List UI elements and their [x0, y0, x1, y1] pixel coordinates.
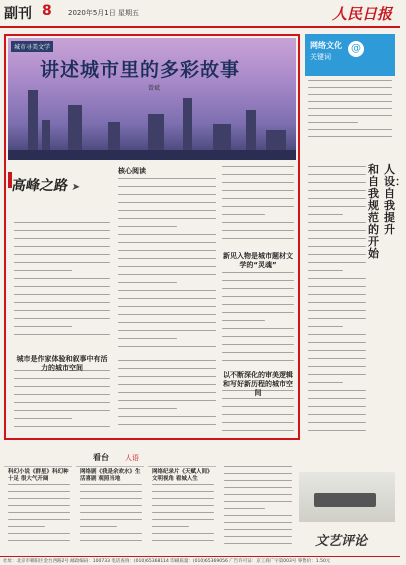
text-line: [308, 390, 366, 391]
text-line: [14, 294, 110, 295]
text-line: [118, 202, 216, 203]
bottom-item-2-title: 网络剧《我是余欢水》生活喜剧 观照当地: [80, 469, 141, 482]
text-line: [222, 182, 294, 183]
text-line: [14, 310, 110, 311]
text-line: [8, 505, 70, 506]
ship-shape: [314, 493, 376, 507]
text-line: [80, 519, 142, 520]
text-line: [118, 346, 216, 347]
bottom-section-label: 看台: [93, 453, 109, 462]
text-line: [8, 512, 70, 513]
text-line: [14, 326, 72, 327]
text-line: [308, 286, 366, 287]
text-line: [308, 115, 392, 116]
text-line: [308, 374, 366, 375]
text-line: [14, 222, 110, 223]
feature-tag: 城市寻美文学: [11, 41, 53, 52]
text-line: [222, 344, 294, 345]
text-line: [80, 484, 142, 485]
text-line: [118, 338, 177, 339]
text-line: [224, 515, 292, 516]
text-line: [80, 540, 142, 541]
text-line: [14, 410, 110, 411]
text-line: [118, 194, 216, 195]
text-line: [308, 166, 366, 167]
text-line: [222, 206, 294, 207]
text-line: [308, 182, 366, 183]
text-line: [8, 491, 70, 492]
text-line: [80, 498, 142, 499]
text-line: [308, 398, 366, 399]
text-line: [118, 178, 216, 179]
text-line: [308, 366, 366, 367]
text-line: [224, 522, 292, 523]
text-line: [308, 80, 392, 81]
text-line: [118, 408, 177, 409]
review-column-title: 文艺评论: [315, 534, 368, 549]
text-line: [118, 392, 216, 393]
text-line: [14, 238, 110, 239]
text-line: [308, 326, 343, 327]
text-line: [222, 198, 294, 199]
text-line: [14, 426, 110, 427]
text-line: [14, 394, 110, 395]
text-line: [308, 430, 366, 431]
text-line: [80, 505, 142, 506]
vertical-title-2: 和自我规范的开始: [368, 163, 379, 260]
text-line: [308, 254, 366, 255]
bottom-item-3-title: 网络纪录片《天赋人间》文明视角 看城人生: [152, 469, 213, 482]
text-line: [308, 246, 366, 247]
text-line: [308, 190, 366, 191]
text-line: [80, 533, 142, 534]
at-sign-icon: @: [348, 41, 364, 57]
text-line: [222, 320, 265, 321]
text-line: [118, 360, 216, 361]
text-line: [308, 129, 392, 130]
text-line: [222, 190, 294, 191]
text-line: [222, 422, 294, 423]
text-line: [224, 487, 292, 488]
bottom-item-1-title: 科幻小说《群星》科幻种十足 很大气开阔: [8, 469, 69, 482]
text-line: [152, 519, 214, 520]
text-line: [308, 101, 392, 102]
column-title: [10, 175, 82, 195]
text-line: [14, 230, 110, 231]
subhead-b: 以不断深化的审美逻辑和写好新历程的城市空间: [223, 371, 293, 397]
text-line: [222, 174, 294, 175]
text-line: [224, 529, 292, 530]
vertical-title-1: 人设：自我提升: [384, 163, 406, 236]
text-line: [308, 87, 392, 88]
text-line: [152, 512, 214, 513]
text-line: [14, 262, 110, 263]
text-line: [8, 526, 45, 527]
text-line: [224, 501, 292, 502]
bottom-section-sub: 人语: [125, 454, 139, 462]
text-line: [14, 318, 110, 319]
text-line: [118, 384, 216, 385]
text-line: [118, 186, 216, 187]
text-line: [224, 508, 265, 509]
text-line: [222, 280, 294, 281]
subhead-a: 新见入物是城市题材文学的“灵魂”: [223, 252, 293, 269]
text-line: [152, 533, 214, 534]
text-line: [224, 536, 292, 537]
feature-byline: 曾斌: [148, 85, 161, 92]
text-line: [118, 330, 216, 331]
text-line: [80, 491, 142, 492]
text-line: [8, 533, 70, 534]
right-panel-title: 网络文化: [310, 41, 342, 50]
text-line: [14, 254, 110, 255]
text-line: [308, 262, 366, 263]
text-line: [118, 234, 216, 235]
text-line: [308, 136, 392, 137]
text-line: [222, 214, 265, 215]
section-label: 副刊: [4, 6, 32, 22]
page-footer: 社址：北京市朝阳区金台西路2号 邮政编码：100733 电话查询：(010)65368114 印刷质量：(010)65369056 广告许可证：京工商广字第003号 零售价：1.50元: [0, 556, 400, 565]
text-line: [8, 519, 70, 520]
text-line: [14, 418, 72, 419]
text-line: [222, 328, 294, 329]
text-line: [222, 406, 294, 407]
text-line: [308, 198, 366, 199]
text-line: [222, 352, 294, 353]
text-line: [14, 334, 110, 335]
text-line: [224, 543, 292, 544]
masthead-logo: 人民日报: [331, 5, 392, 23]
ribbon-arrow-icon: ➤: [70, 182, 81, 193]
text-line: [118, 250, 216, 251]
text-line: [222, 238, 294, 239]
text-line: [118, 226, 177, 227]
text-line: [118, 258, 216, 259]
text-line: [222, 304, 294, 305]
text-line: [308, 310, 366, 311]
text-line: [118, 282, 177, 283]
text-line: [152, 540, 214, 541]
text-line: [152, 526, 189, 527]
text-line: [224, 494, 292, 495]
text-line: [308, 278, 366, 279]
text-line: [222, 166, 294, 167]
text-line: [308, 222, 366, 223]
text-line: [308, 302, 366, 303]
text-line: [224, 466, 292, 467]
text-line: [118, 298, 216, 299]
text-line: [222, 398, 294, 399]
text-line: [308, 358, 366, 359]
text-line: [308, 174, 366, 175]
text-line: [308, 318, 366, 319]
text-line: [14, 370, 110, 371]
text-line: [118, 290, 216, 291]
text-line: [222, 430, 294, 431]
text-line: [14, 378, 110, 379]
feature-headline: 讲述城市里的多彩故事: [40, 59, 241, 81]
text-line: [224, 473, 292, 474]
text-line: [118, 416, 216, 417]
text-line: [14, 278, 110, 279]
text-line: [308, 294, 366, 295]
text-line: [308, 342, 366, 343]
text-line: [118, 314, 216, 315]
text-line: [118, 368, 216, 369]
text-line: [14, 270, 72, 271]
text-line: [308, 108, 392, 109]
text-line: [118, 424, 216, 425]
text-line: [14, 386, 110, 387]
section-number: 8: [42, 3, 52, 19]
text-line: [118, 274, 216, 275]
text-line: [118, 400, 216, 401]
text-line: [14, 246, 110, 247]
text-line: [8, 540, 70, 541]
text-line: [308, 122, 358, 123]
text-line: [222, 296, 294, 297]
text-line: [14, 402, 110, 403]
text-line: [308, 206, 366, 207]
text-line: [152, 491, 214, 492]
text-line: [308, 382, 343, 383]
subhead-core: 核心阅读: [118, 167, 146, 175]
text-line: [152, 505, 214, 506]
text-line: [118, 210, 216, 211]
column-title-text: 高峰之路: [10, 178, 70, 194]
text-line: [308, 94, 392, 95]
issue-date: 2020年5月1日 星期五: [68, 9, 139, 17]
text-line: [222, 288, 294, 289]
text-line: [224, 480, 292, 481]
text-line: [308, 422, 366, 423]
text-line: [222, 414, 294, 415]
text-line: [80, 526, 117, 527]
text-line: [14, 302, 110, 303]
text-line: [118, 322, 216, 323]
text-line: [308, 214, 343, 215]
text-line: [308, 230, 366, 231]
text-line: [308, 238, 366, 239]
text-line: [118, 306, 216, 307]
text-line: [308, 270, 343, 271]
text-line: [222, 272, 294, 273]
text-line: [222, 222, 294, 223]
text-line: [308, 414, 366, 415]
text-line: [222, 360, 294, 361]
text-line: [118, 218, 216, 219]
text-line: [222, 336, 294, 337]
text-line: [14, 286, 110, 287]
text-line: [152, 484, 214, 485]
text-line: [152, 498, 214, 499]
text-line: [118, 266, 216, 267]
text-line: [222, 312, 294, 313]
subhead-left: 城市是作家体验和叙事中有活力的城市空间: [16, 355, 108, 372]
text-line: [118, 376, 216, 377]
text-line: [8, 498, 70, 499]
text-line: [118, 242, 216, 243]
text-line: [222, 390, 294, 391]
text-line: [80, 512, 142, 513]
bottom-section-band: [4, 452, 396, 464]
text-line: [8, 484, 70, 485]
text-line: [308, 334, 366, 335]
right-panel-subtitle: 关键词: [310, 53, 331, 61]
text-line: [222, 230, 294, 231]
text-line: [308, 350, 366, 351]
text-line: [308, 406, 366, 407]
